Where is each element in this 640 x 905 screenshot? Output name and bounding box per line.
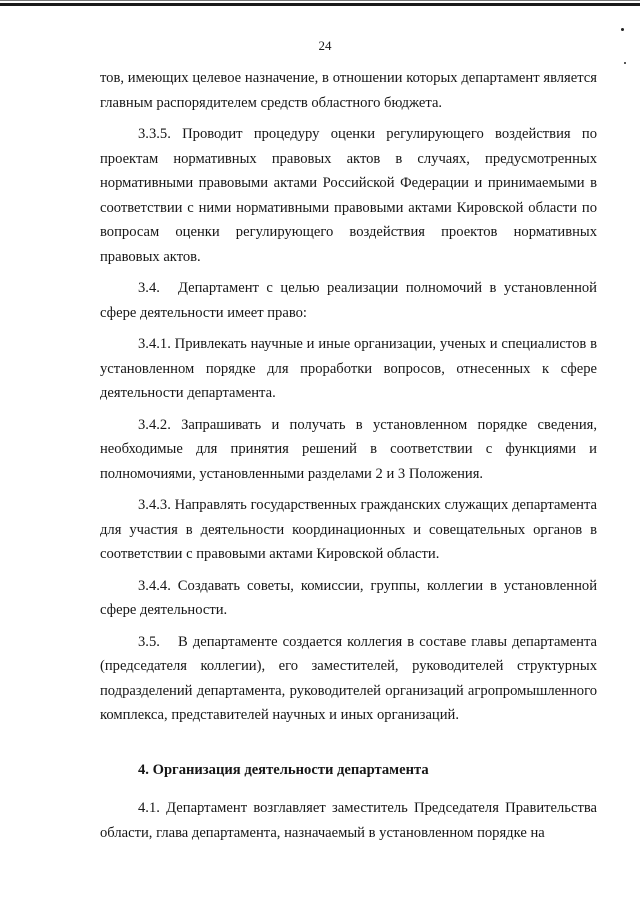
paragraph: 3.4.3. Направлять государственных гражданских служащих департамента для участия в деятельности координационных и совещательных органов в соответствии с правовыми актами Кировской области. xyxy=(100,497,597,562)
clause-number: 3.4. xyxy=(138,280,160,296)
paragraph: 3.4.2. Запрашивать и получать в установленном порядке сведения, необходимые для принятия решений в соответствии с функциями и полномочиями, установленными разделами 2 и 3 Положения. xyxy=(100,416,597,482)
scan-speck xyxy=(621,28,624,31)
scan-top-border xyxy=(0,3,640,6)
clause-number: 3.5. xyxy=(138,633,160,650)
paragraph: тов, имеющих целевое назначение, в отношении которых департамент является главным распорядителем средств областного бюджета. xyxy=(100,70,597,111)
paragraph-text: Департамент с целью реализации полномочий в установленной сфере деятельности имеет право: xyxy=(100,280,597,321)
scan-edge-line xyxy=(0,0,640,1)
section-heading: 4. Организация деятельности департамента xyxy=(138,761,429,778)
page-number: 24 xyxy=(318,38,332,53)
paragraph xyxy=(100,630,597,728)
paragraph: 3.3.5. Проводит процедуру оценки регулирующего воздействия по проектам нормативных правовых актов в случаях, предусмотренных нормативными правовыми актами Российской Федерации и принимаемыми в соответствии с ними нормативными правовыми актами Кировской области по вопросам оценки регулирующего воздействия проектов нормативных правовых актов. xyxy=(100,126,597,265)
paragraph-text: В департаменте создается коллегия в составе главы департамента (председателя коллегии), его заместителей, руководителей структурных подразделений департамента, руководителей организаций агропромышленного комплекса, представителей научных и иных организаций. xyxy=(100,633,597,723)
paragraph: 4.1. Департамент возглавляет заместитель Председателя Правительства области, глава департамента, назначаемый в установленном порядке на xyxy=(100,800,597,841)
document-body xyxy=(100,66,597,845)
paragraph xyxy=(100,276,597,325)
scan-speck xyxy=(624,62,626,64)
paragraph: 3.4.1. Привлекать научные и иные организации, ученых и специалистов в установленном порядке для проработки вопросов, отнесенных к сфере деятельности департамента. xyxy=(100,336,597,401)
paragraph: 3.4.4. Создавать советы, комиссии, группы, коллегии в установленной сфере деятельности. xyxy=(100,577,597,618)
